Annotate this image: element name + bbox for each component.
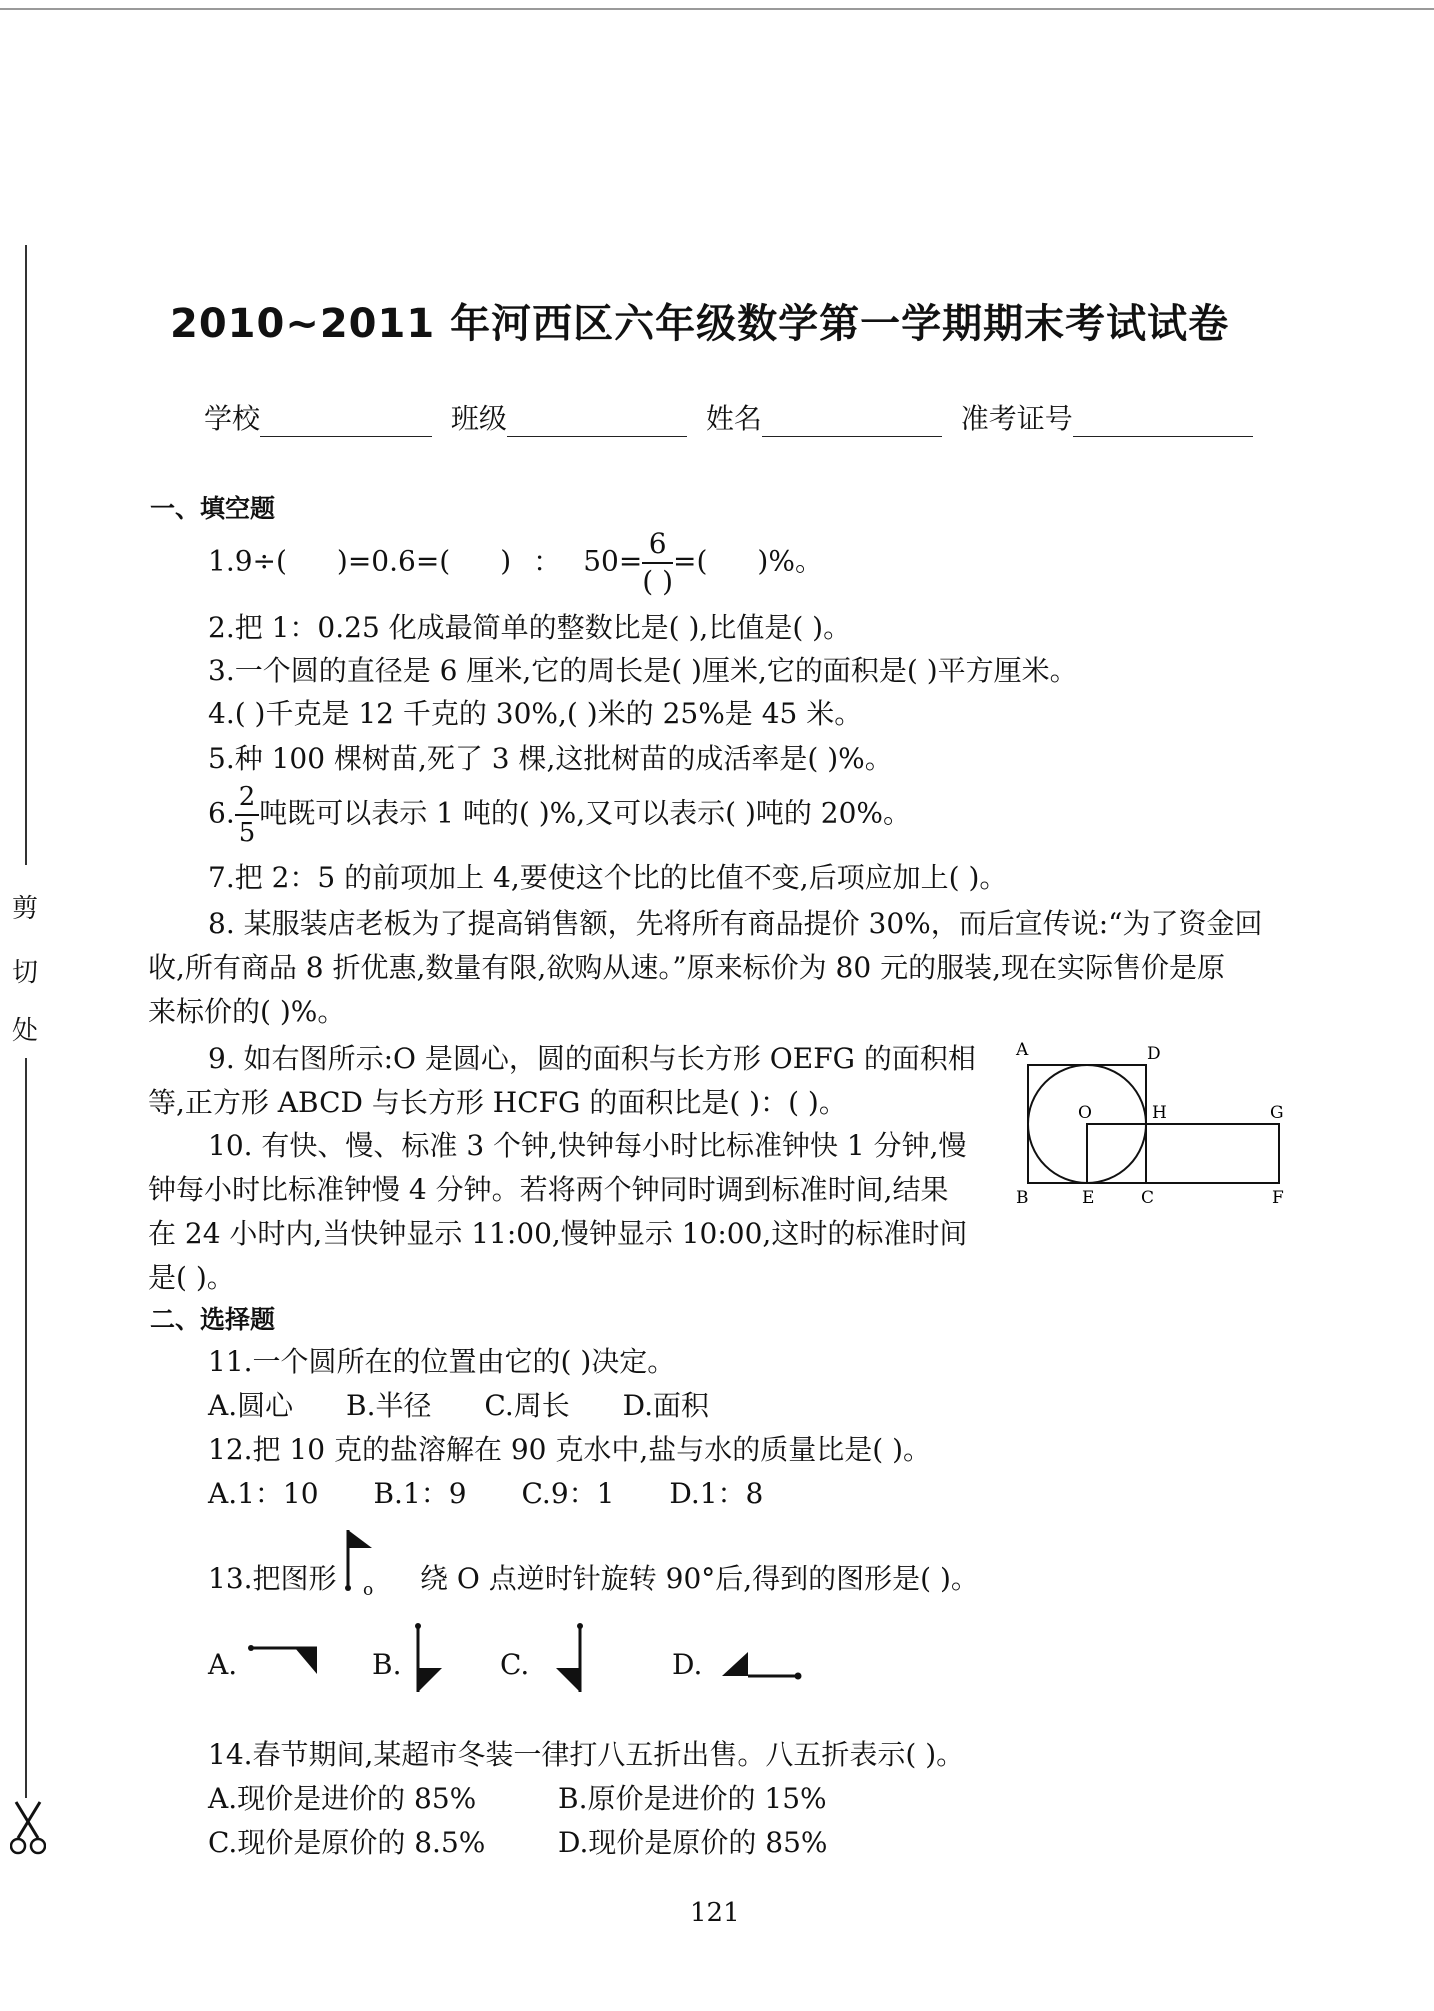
question-1: 1.9÷( )=0.6=( ) ： 50= $\frac{6}{( )}$ =( )%。 <box>208 527 823 598</box>
option-a[interactable]: A.1：10 <box>208 1477 319 1510</box>
option-c-shape-icon[interactable] <box>548 1620 588 1700</box>
exam-id-field[interactable] <box>1073 410 1253 437</box>
class-label: 班级 <box>450 402 507 435</box>
option-b-label[interactable]: B. <box>372 1648 402 1681</box>
name-field[interactable] <box>762 410 942 437</box>
option-c[interactable]: C.9：1 <box>521 1477 615 1510</box>
question-5: 5.种 100 棵树苗,死了 3 棵,这批树苗的成活率是( )%。 <box>208 742 893 775</box>
question-3: 3.一个圆的直径是 6 厘米,它的周长是( )厘米,它的面积是( )平方厘米。 <box>208 654 1078 687</box>
label-D: D <box>1147 1044 1161 1064</box>
question-8-line-3: 来标价的( )%。 <box>148 995 346 1028</box>
cut-mark-2: 切 <box>12 958 39 988</box>
label-C: C <box>1141 1188 1155 1208</box>
option-c[interactable]: C.周长 <box>484 1389 570 1422</box>
name-label: 姓名 <box>705 402 762 435</box>
form-row <box>204 397 1253 437</box>
option-a-shape-icon[interactable] <box>245 1640 325 1680</box>
question-8-line-2: 收,所有商品 8 折优惠,数量有限,欲购从速。”原来标价为 80 元的服装,现在实际售价是原 <box>148 951 1225 984</box>
school-field[interactable] <box>260 410 432 437</box>
option-b[interactable]: B.原价是进价的 15% <box>558 1782 827 1815</box>
class-field[interactable] <box>507 410 687 437</box>
option-c[interactable]: C.现价是原价的 8.5% <box>208 1826 486 1859</box>
option-d[interactable]: D.现价是原价的 85% <box>558 1826 828 1859</box>
label-E: E <box>1082 1188 1095 1208</box>
option-a-label[interactable]: A. <box>208 1648 238 1681</box>
option-c-label[interactable]: C. <box>500 1648 530 1681</box>
question-12: 12.把 10 克的盐溶解在 90 克水中,盐与水的质量比是( )。 <box>208 1433 932 1466</box>
question-13-text: 绕 O 点逆时针旋转 90°后,得到的图形是( )。 <box>420 1562 979 1595</box>
question-10-line-3: 在 24 小时内,当快钟显示 11:00,慢钟显示 10:00,这时的标准时间 <box>148 1217 968 1250</box>
question-6: 6. $\frac{2}{5}$ 吨既可以表示 1 吨的( )%,又可以表示( )吨的 20%。 <box>208 782 912 848</box>
option-d[interactable]: D.面积 <box>622 1389 710 1422</box>
geometry-figure <box>1010 1035 1300 1215</box>
question-10-line-2: 钟每小时比标准钟慢 4 分钟。若将两个钟同时调到标准时间,结果 <box>148 1173 949 1206</box>
cut-line-top <box>25 245 27 865</box>
option-d[interactable]: D.1：8 <box>669 1477 764 1510</box>
label-H: H <box>1152 1103 1167 1123</box>
option-a[interactable]: A.圆心 <box>208 1389 294 1422</box>
question-2: 2.把 1：0.25 化成最简单的整数比是( ),比值是( )。 <box>208 611 852 644</box>
fraction-numerator: 6 <box>642 530 673 564</box>
fraction-denominator: 5 <box>238 818 256 848</box>
label-O: O <box>1078 1103 1092 1123</box>
question-9-line-1: 9. 如右图所示:O 是圆心，圆的面积与长方形 OEFG 的面积相 <box>208 1042 976 1075</box>
question-7: 7.把 2：5 的前项加上 4,要使这个比的比值不变,后项应加上( )。 <box>208 861 1008 894</box>
option-d-label[interactable]: D. <box>672 1648 703 1681</box>
school-label: 学校 <box>204 402 261 435</box>
question-9-line-2: 等,正方形 ABCD 与长方形 HCFG 的面积比是( )：( )。 <box>148 1086 847 1119</box>
fraction-denominator: ( ) <box>642 565 674 598</box>
top-border <box>0 8 1434 10</box>
label-B: B <box>1016 1188 1029 1208</box>
page-title: 2010~2011 年河西区六年级数学第一学期期末考试试卷 <box>170 301 1230 347</box>
scissors-icon <box>10 1800 46 1856</box>
question-4: 4.( )千克是 12 千克的 30%,( )米的 25%是 45 米。 <box>208 697 863 730</box>
cut-line-bottom <box>25 1058 27 1798</box>
origin-label: o <box>363 1580 374 1600</box>
fraction-numerator: 2 <box>235 784 260 816</box>
option-b[interactable]: B.1：9 <box>373 1477 467 1510</box>
exam-id-label: 准考证号 <box>960 402 1073 435</box>
option-d-shape-icon[interactable] <box>718 1642 808 1682</box>
option-a[interactable]: A.现价是进价的 85% <box>208 1782 477 1815</box>
section-title-choice: 二、选择题 <box>150 1305 276 1334</box>
flag-shape-icon <box>340 1526 380 1598</box>
label-F: F <box>1272 1188 1284 1208</box>
question-11: 11.一个圆所在的位置由它的( )决定。 <box>208 1345 676 1378</box>
option-b[interactable]: B.半径 <box>346 1389 432 1422</box>
question-8-line-1: 8. 某服装店老板为了提高销售额，先将所有商品提价 30%，而后宣传说:“为了资金回 <box>208 907 1263 940</box>
cut-mark-3: 处 <box>12 1016 39 1046</box>
section-title-fill-in: 一、填空题 <box>150 494 276 523</box>
question-10-line-1: 10. 有快、慢、标准 3 个钟,快钟每小时比标准钟快 1 分钟,慢 <box>208 1129 967 1162</box>
option-b-shape-icon[interactable] <box>410 1620 450 1700</box>
question-14: 14.春节期间,某超市冬装一律打八五折出售。八五折表示( )。 <box>208 1738 965 1771</box>
question-11-options <box>208 1384 709 1424</box>
question-12-options <box>208 1472 763 1512</box>
label-A: A <box>1016 1040 1029 1060</box>
cut-mark-1: 剪 <box>12 894 39 924</box>
page-number: 121 <box>690 1898 740 1928</box>
label-G: G <box>1270 1103 1284 1123</box>
question-13-prefix: 13.把图形 <box>208 1562 337 1595</box>
question-10-line-4: 是( )。 <box>148 1261 235 1294</box>
